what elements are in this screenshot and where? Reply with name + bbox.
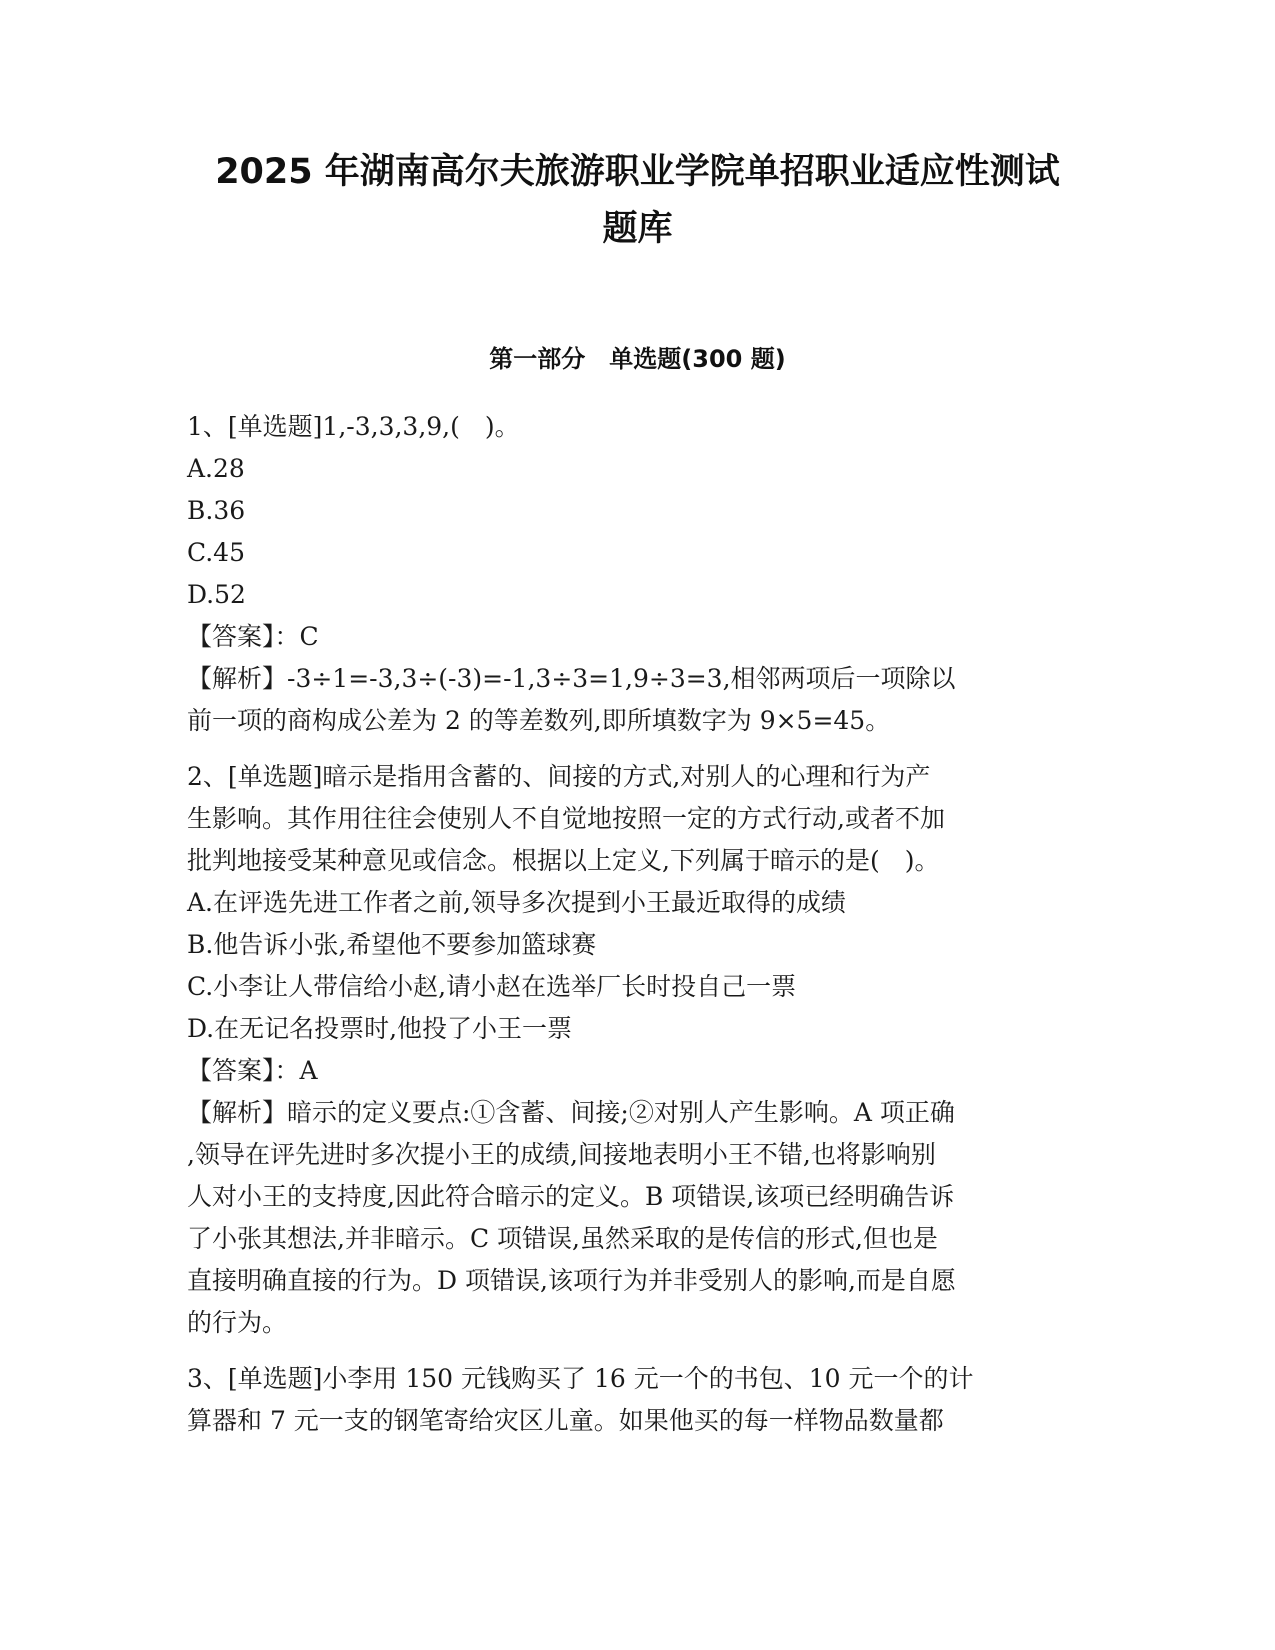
option-c: C.45: [187, 538, 245, 567]
question-3: [187, 1358, 1087, 1442]
option-a: A.28: [187, 454, 245, 483]
analysis-line: 直接明确直接的行为。D 项错误,该项行为并非受别人的影响,而是自愿: [187, 1266, 956, 1295]
section-title: 第一部分 单选题(300 题): [489, 345, 786, 373]
question-stem-line: 1、[单选题]1,-3,3,3,9,( )。: [187, 412, 520, 441]
option-a: A.在评选先进工作者之前,领导多次提到小王最近取得的成绩: [187, 888, 846, 917]
question-stem-line: 生影响。其作用往往会使别人不自觉地按照一定的方式行动,或者不加: [187, 804, 945, 833]
analysis-line: 【解析】暗示的定义要点:①含蓄、间接;②对别人产生影响。A 项正确: [187, 1098, 955, 1127]
analysis-line: 了小张其想法,并非暗示。C 项错误,虽然采取的是传信的形式,但也是: [187, 1224, 938, 1253]
question-stem-line: 3、[单选题]小李用 150 元钱购买了 16 元一个的书包、10 元一个的计: [187, 1364, 974, 1393]
analysis-line: 【解析】-3÷1=-3,3÷(-3)=-1,3÷3=1,9÷3=3,相邻两项后一项除以: [187, 664, 956, 693]
option-d: D.52: [187, 580, 246, 609]
document-title-line-1: 2025 年湖南高尔夫旅游职业学院单招职业适应性测试: [215, 152, 1060, 192]
document-title-line-2: 题库: [602, 209, 673, 249]
question-spacer: [187, 742, 1087, 756]
question-stem-line: 批判地接受某种意见或信念。根据以上定义,下列属于暗示的是( )。: [187, 846, 940, 875]
analysis-line: ,领导在评先进时多次提小王的成绩,间接地表明小王不错,也将影响别: [187, 1140, 936, 1169]
option-d: D.在无记名投票时,他投了小王一票: [187, 1014, 573, 1043]
answer-line: 【答案】：A: [187, 1056, 318, 1085]
question-stem-line: 2、[单选题]暗示是指用含蓄的、间接的方式,对别人的心理和行为产: [187, 762, 931, 791]
question-2: [187, 756, 1087, 1344]
option-b: B.他告诉小张,希望他不要参加篮球赛: [187, 930, 597, 959]
analysis-line: 前一项的商构成公差为 2 的等差数列,即所填数字为 9×5=45。: [187, 706, 891, 735]
analysis-line: 人对小王的支持度,因此符合暗示的定义。B 项错误,该项已经明确告诉: [187, 1182, 955, 1211]
question-list: [187, 406, 1087, 1442]
option-c: C.小李让人带信给小赵,请小赵在选举厂长时投自己一票: [187, 972, 797, 1001]
question-spacer: [187, 1344, 1087, 1358]
analysis-line: 的行为。: [187, 1308, 288, 1337]
question-stem-line: 算器和 7 元一支的钢笔寄给灾区儿童。如果他买的每一样物品数量都: [187, 1406, 944, 1435]
document-title: [150, 144, 1125, 258]
question-1: [187, 406, 1087, 742]
answer-line: 【答案】：C: [187, 622, 319, 651]
option-b: B.36: [187, 496, 246, 525]
